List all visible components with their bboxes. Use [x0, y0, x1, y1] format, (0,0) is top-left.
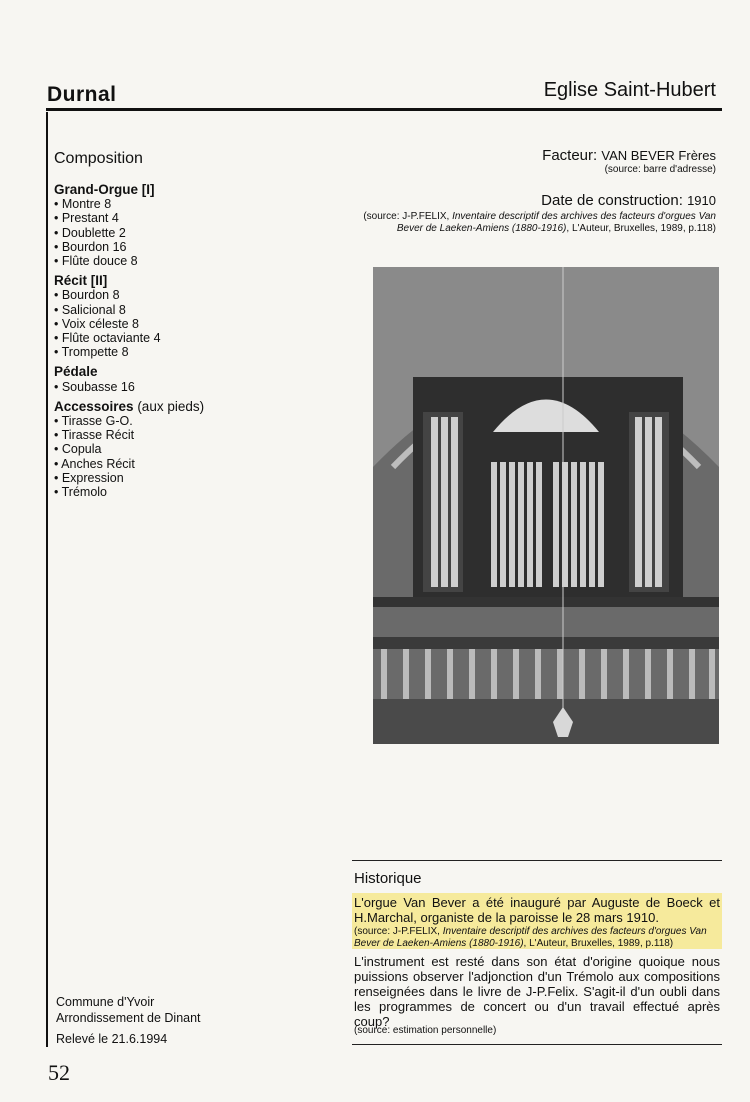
stop-item: • Prestant 4: [54, 211, 119, 226]
stop-item: • Copula: [54, 442, 102, 457]
composition-section-title: Grand-Orgue [I]: [54, 182, 155, 197]
stop-item: • Doublette 2: [54, 225, 126, 240]
header-rule: [46, 108, 722, 111]
stop-item: • Voix céleste 8: [54, 316, 139, 331]
date-label: Date de construction:: [541, 192, 683, 209]
stop-item: • Trémolo: [54, 485, 108, 500]
survey-date: Relevé le 21.6.1994: [56, 1032, 168, 1046]
left-rule: [46, 112, 48, 1047]
page-number: 52: [48, 1060, 70, 1085]
historique-source-1: (source: J-P.FELIX, Inventaire descriptif des archives des facteurs d'orgues Van Bever de Laeken-Amiens (1880-1916), L'Auteur, Bruxelles, 1989, p.118): [354, 926, 707, 949]
date-source: (source: J-P.FELIX, Inventaire descriptif des archives des facteurs d'orgues Van Bever de Laeken-Amiens (1880-1916), L'Auteur, Bruxelles, 1989, p.118): [363, 211, 716, 234]
facteur-source: (source: barre d'adresse): [604, 164, 716, 175]
stop-item: • Anches Récit: [54, 456, 135, 471]
facteur-block: [542, 147, 716, 176]
stop-item: • Flûte octaviante 4: [54, 331, 161, 346]
stop-item: • Tirasse G-O.: [54, 414, 133, 429]
arrondissement: Arrondissement de Dinant: [56, 1011, 201, 1025]
place-title: Durnal: [47, 83, 117, 106]
organ-illustration: [373, 267, 719, 744]
composition-title: Composition: [54, 150, 143, 167]
organ-photo: [373, 267, 719, 744]
composition-list: [54, 183, 284, 499]
date-block: [541, 192, 716, 209]
commune: Commune d'Yvoir: [56, 995, 155, 1009]
historique-paragraph-1: L'orgue Van Bever a été inauguré par Auguste de Boeck et H.Marchal, organiste de la paroisse le 28 mars 1910.: [354, 895, 720, 925]
historique-title: Historique: [354, 870, 422, 887]
stop-item: • Salicional 8: [54, 302, 126, 317]
date-value: 1910: [687, 193, 716, 208]
stop-item: • Montre 8: [54, 197, 112, 212]
historique-top-rule: [352, 860, 722, 861]
facteur-value: VAN BEVER Frères: [601, 148, 716, 163]
historique-source-2: (source: estimation personnelle): [354, 1025, 497, 1036]
composition-section-title: Accessoires (aux pieds): [54, 398, 205, 414]
composition-section-title: Pédale: [54, 364, 98, 380]
stop-item: • Expression: [54, 470, 124, 485]
facteur-label: Facteur:: [542, 147, 598, 164]
composition-section-title: Récit [II]: [54, 273, 108, 289]
stop-item: • Bourdon 16: [54, 239, 127, 254]
stop-item: • Trompette 8: [54, 345, 129, 360]
church-title: Eglise Saint-Hubert: [543, 79, 716, 101]
stop-item: • Flûte douce 8: [54, 254, 138, 269]
historique-bottom-rule: [352, 1044, 722, 1045]
stop-item: • Bourdon 8: [54, 288, 120, 303]
stop-item: • Tirasse Récit: [54, 428, 135, 443]
location-block: [56, 994, 201, 1026]
historique-paragraph-2: L'instrument est resté dans son état d'origine quoique nous puissions observer l'adjonction d'un Trémolo aux compositions renseignées dans le livre de J-P.Felix. S'agit-il d'un oubli dans les programmes de concert ou d'un travail effectué après coup?: [354, 954, 720, 1029]
stop-item: • Soubasse 16: [54, 379, 135, 394]
